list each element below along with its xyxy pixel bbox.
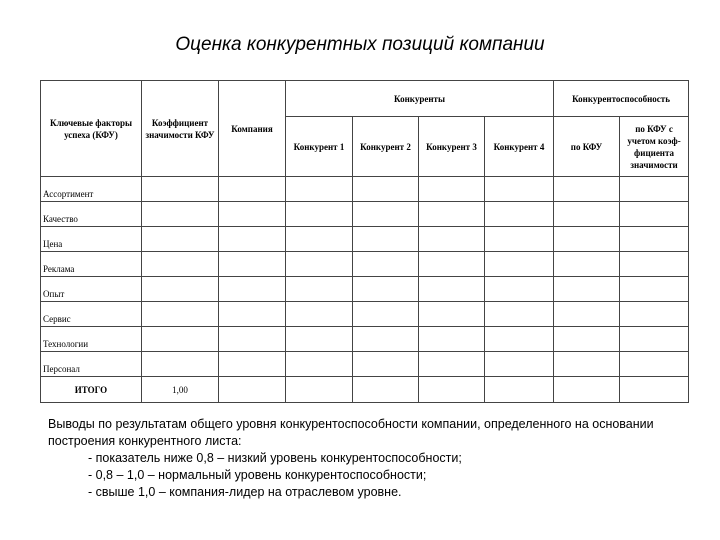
table-cell bbox=[219, 327, 286, 352]
table-cell bbox=[286, 302, 353, 327]
table-cell bbox=[286, 352, 353, 377]
table-cell bbox=[219, 277, 286, 302]
table-cell bbox=[485, 277, 554, 302]
table-cell bbox=[286, 202, 353, 227]
conclusion-item-normal: - 0,8 – 1,0 – нормальный уровень конкурентоспособности; bbox=[88, 468, 427, 482]
table-row bbox=[41, 252, 689, 277]
row-label: Ассортимент bbox=[41, 177, 142, 202]
table-cell bbox=[219, 377, 286, 403]
row-label: Сервис bbox=[41, 302, 142, 327]
table-cell bbox=[419, 227, 485, 252]
table-row bbox=[41, 227, 689, 252]
row-label: Цена bbox=[41, 227, 142, 252]
table-cell bbox=[485, 352, 554, 377]
table-cell bbox=[485, 327, 554, 352]
total-label: ИТОГО bbox=[41, 377, 142, 403]
table-row bbox=[41, 352, 689, 377]
table-cell bbox=[554, 327, 620, 352]
table-cell bbox=[286, 177, 353, 202]
table-cell bbox=[142, 277, 219, 302]
table-cell bbox=[142, 327, 219, 352]
table-cell bbox=[286, 327, 353, 352]
row-label: Качество bbox=[41, 202, 142, 227]
table-cell bbox=[485, 177, 554, 202]
header-competitors: Конкуренты bbox=[286, 81, 554, 117]
table-cell bbox=[554, 302, 620, 327]
table-cell bbox=[353, 377, 419, 403]
table-row bbox=[41, 277, 689, 302]
header-competitor-3: Конкурент 3 bbox=[419, 117, 485, 177]
table-cell bbox=[142, 202, 219, 227]
table-cell bbox=[353, 177, 419, 202]
table-cell bbox=[142, 227, 219, 252]
header-competitiveness: Конкурентоспособность bbox=[554, 81, 689, 117]
table-cell bbox=[219, 352, 286, 377]
table-cell bbox=[286, 277, 353, 302]
table-row bbox=[41, 202, 689, 227]
table-cell bbox=[353, 302, 419, 327]
table-cell bbox=[419, 302, 485, 327]
total-row bbox=[41, 377, 689, 403]
table-cell bbox=[554, 377, 620, 403]
table-cell bbox=[620, 202, 689, 227]
table-cell bbox=[419, 177, 485, 202]
row-label: Опыт bbox=[41, 277, 142, 302]
header-by-kfu-weighted: по КФУ с учетом коэф-фициента значимости bbox=[620, 117, 689, 177]
row-label: Персонал bbox=[41, 352, 142, 377]
row-label: Реклама bbox=[41, 252, 142, 277]
header-kfu: Ключевые факторы успеха (КФУ) bbox=[41, 81, 142, 177]
table-cell bbox=[620, 252, 689, 277]
table-cell bbox=[142, 302, 219, 327]
table-row bbox=[41, 302, 689, 327]
header-competitor-4: Конкурент 4 bbox=[485, 117, 554, 177]
table-cell bbox=[485, 252, 554, 277]
table-cell bbox=[554, 352, 620, 377]
table-cell bbox=[620, 352, 689, 377]
table-cell bbox=[620, 227, 689, 252]
table-cell bbox=[142, 352, 219, 377]
table-cell bbox=[142, 252, 219, 277]
table-cell bbox=[620, 277, 689, 302]
table-cell bbox=[353, 327, 419, 352]
conclusion-block bbox=[48, 416, 688, 501]
table-cell bbox=[219, 227, 286, 252]
conclusion-intro: Выводы по результатам общего уровня конкурентоспособности компании, определенного на основании построения конкурентного листа: bbox=[48, 417, 654, 448]
header-competitor-2: Конкурент 2 bbox=[353, 117, 419, 177]
table-cell bbox=[142, 177, 219, 202]
table-cell bbox=[554, 227, 620, 252]
table-cell bbox=[620, 327, 689, 352]
table-cell bbox=[485, 302, 554, 327]
table-cell bbox=[419, 377, 485, 403]
conclusion-item-low: - показатель ниже 0,8 – низкий уровень конкурентоспособности; bbox=[88, 451, 462, 465]
table-cell bbox=[419, 327, 485, 352]
table-cell bbox=[485, 227, 554, 252]
table-row bbox=[41, 177, 689, 202]
table-cell bbox=[219, 177, 286, 202]
table-cell bbox=[286, 377, 353, 403]
table-cell bbox=[353, 252, 419, 277]
table-cell bbox=[219, 202, 286, 227]
table-cell bbox=[353, 277, 419, 302]
table-row bbox=[41, 327, 689, 352]
header-company: Компания bbox=[219, 81, 286, 177]
table-cell bbox=[353, 352, 419, 377]
competitive-sheet-table bbox=[40, 80, 689, 403]
table-cell bbox=[554, 277, 620, 302]
table-cell bbox=[485, 377, 554, 403]
table-cell bbox=[219, 252, 286, 277]
table-cell bbox=[419, 277, 485, 302]
table-cell bbox=[620, 302, 689, 327]
header-coefficient: Коэффициент значимости КФУ bbox=[142, 81, 219, 177]
table-cell bbox=[353, 202, 419, 227]
header-by-kfu: по КФУ bbox=[554, 117, 620, 177]
row-label: Технологии bbox=[41, 327, 142, 352]
table-cell bbox=[419, 252, 485, 277]
table-cell bbox=[554, 177, 620, 202]
table-cell bbox=[219, 302, 286, 327]
table-cell bbox=[286, 252, 353, 277]
conclusion-item-leader: - свыше 1,0 – компания-лидер на отраслевом уровне. bbox=[88, 485, 402, 499]
table-cell bbox=[554, 202, 620, 227]
page-title: Оценка конкурентных позиций компании bbox=[175, 34, 545, 55]
table-cell bbox=[485, 202, 554, 227]
table-cell bbox=[353, 227, 419, 252]
header-competitor-1: Конкурент 1 bbox=[286, 117, 353, 177]
table-cell bbox=[620, 377, 689, 403]
table-cell bbox=[419, 352, 485, 377]
table-cell bbox=[419, 202, 485, 227]
total-coefficient: 1,00 bbox=[142, 377, 219, 403]
table-cell bbox=[620, 177, 689, 202]
table-cell bbox=[286, 227, 353, 252]
table-cell bbox=[554, 252, 620, 277]
